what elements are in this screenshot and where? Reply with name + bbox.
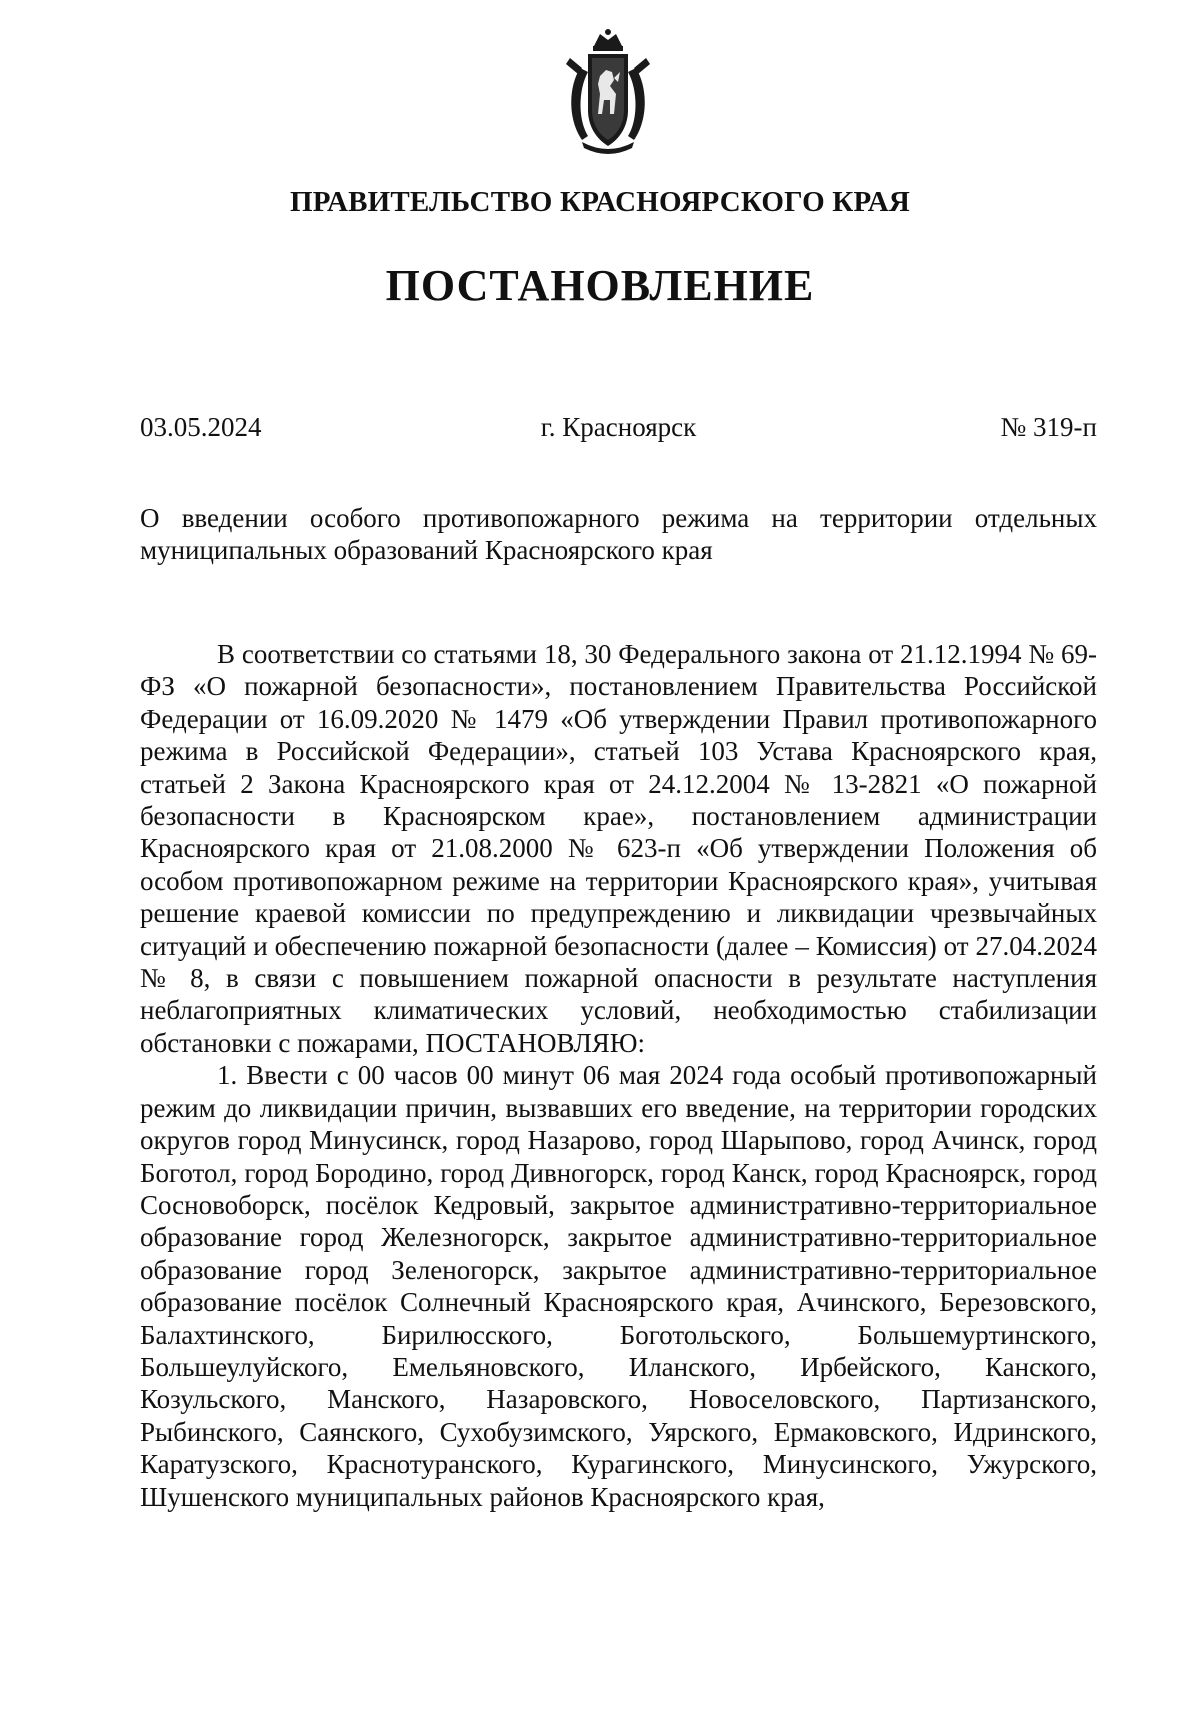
document-body (140, 638, 1097, 1513)
document-subject: О введении особого противопожарного режима на территории отдельных муниципальных образований Красноярского края (140, 503, 1097, 565)
document-meta-line (140, 412, 1097, 452)
document-city: г. Красноярск (540, 412, 697, 442)
document-date: 03.05.2024 (140, 412, 262, 442)
coat-of-arms-icon (560, 28, 656, 160)
document-type-heading: ПОСТАНОВЛЕНИЕ (385, 261, 815, 310)
item-1-paragraph: 1. Ввести с 00 часов 00 минут 06 мая 2024 года особый противопожарный режим до ликвидации причин, вызвавших его введение, на территории городских округов город Минусинск, город Назарово, город Шарыпово, город Ачинск, город Боготол, город Бородино, город Дивногорск, город Канск, город Красноярск, город Сосновоборск, посёлок Кедровый, закрытое административно-территориальное образование город Железногорск, закрытое административно-территориальное образование город Зеленогорск, закрытое административно-территориальное образование посёлок Солнечный Красноярского края, Ачинского, Березовского, Балахтинского, Бирилюсского, Боготольского, Большемуртинского, Большеулуйского, Емельяновского, Иланского, Ирбейского, Канского, Козульского, Манского, Назаровского, Новоселовского, Партизанского, Рыбинского, Саянского, Сухобузимского, Уярского, Ермаковского, Идринского, Каратузского, Краснотуранского, Курагинского, Минусинского, Ужурского, Шушенского муниципальных районов Красноярского края, (140, 1060, 1097, 1512)
document-number: № 319-п (1000, 412, 1097, 442)
organization-title: ПРАВИТЕЛЬСТВО КРАСНОЯРСКОГО КРАЯ (289, 186, 911, 218)
preamble-paragraph: В соответствии со статьями 18, 30 Федерального закона от 21.12.1994 № 69-ФЗ «О пожарной безопасности», постановлением Правительства Российской Федерации от 16.09.2020 № 1479 «Об утверждении Правил противопожарного режима в Российской Федерации», статьей 103 Устава Красноярского края, статьей 2 Закона Красноярского края от 24.12.2004 № 13-2821 «О пожарной безопасности в Красноярском крае», постановлением администрации Красноярского края от 21.08.2000 № 623-п «Об утверждении Положения об особом противопожарном режиме на территории Красноярского края», учитывая решение краевой комиссии по предупреждению и ликвидации чрезвычайных ситуаций и обеспечению пожарной безопасности (далее – Комиссия) от 27.04.2024 № 8, в связи с повышением пожарной опасности в результате наступления неблагоприятных климатических условий, необходимостью стабилизации обстановки с пожарами, ПОСТАНОВЛЯЮ: (140, 639, 1097, 1058)
